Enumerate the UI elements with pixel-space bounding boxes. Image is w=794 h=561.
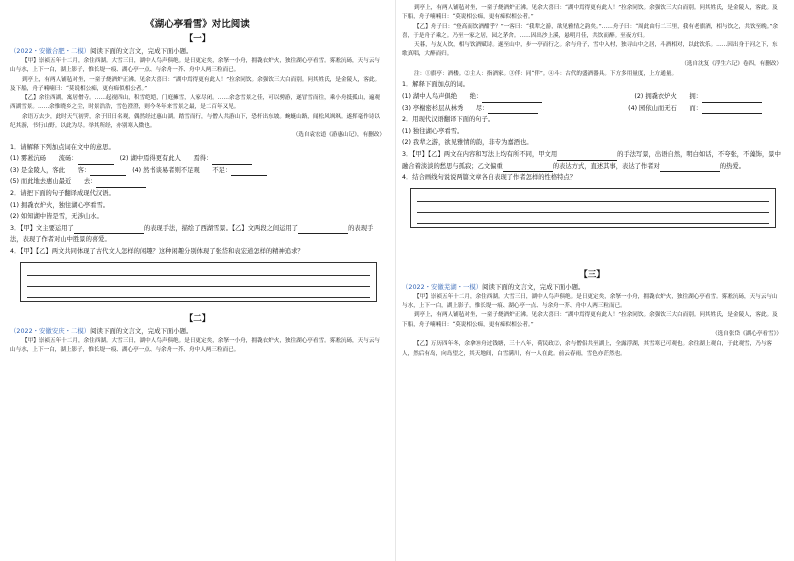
section-3-source [402,282,782,292]
s2-q2-2: (2) 我辈之游，欲见雅情的韵，非专为嘉酒也。 [402,139,533,147]
s2-q4: 4．结合画线句说说两篇文章各自表现了作者怎样的性格特点？ [402,174,577,182]
answer-blank[interactable] [660,163,720,172]
answer-blank[interactable] [78,156,114,165]
s2-passage-jia-2: 到亭上，有两人铺毡对坐，一童子烧酒炉正沸。见余大喜曰：“湖中焉得更有此人！”拉余同饮。余强饮三大白而别。问其姓氏，是金陵人，客此。及下船，舟子喃喃曰：“莫说相公痴，更有痴似相公者。” [402,5,778,21]
s2-q1-row1 [402,91,782,103]
s3-passage-jia: 【甲】崇祯五年十二月，余住西湖。大雪三日，湖中人鸟声俱绝。是日更定矣，余拏一小舟，拥毳衣炉火，独往湖心亭看雪。雾凇沆砀，天与云与山与水，上下一白，湖上影子，惟长堤一痕、湖心亭一点、与余舟一芥、舟中人两三粒而已。 [402,293,778,310]
answer-blank[interactable] [298,225,348,234]
s3-passage-jia-2: 到亭上，有两人铺毡对坐，一童子烧酒炉正沸。见余大喜曰：“湖中焉得更有此人！”拉余同饮。余强饮三大白而别。问其姓氏，是金陵人，客此。及下船，舟子喃喃曰：“莫说相公痴，更有痴似相公者。” [402,312,778,328]
answer-blank[interactable] [702,105,762,114]
s1-q1-row2 [10,165,385,177]
s1-attribution: （选自袁宏道《游惠山记》，有删改） [292,132,385,139]
s2-q1-item: (3) 亭榭密杉层从林秀 尽： [402,103,538,115]
answer-blank[interactable] [90,167,126,176]
answer-line [27,287,370,298]
s2-passage-jia: 【甲】崇祯五年十二月，余住西湖。大雪三日，湖中人鸟声俱绝。是日更定矣，余拏一小舟，拥毳衣炉火，独往湖心亭看雪。雾凇沆砀，天与云与山与水，上下一白，湖上影子，惟长堤一痕、湖心亭一点、与余舟一芥、舟中人两三粒而已。 [10,337,381,353]
section-2-source-text: 阅读下面的文言文，完成下面小题。 [90,326,193,335]
s1-q4: 4．【甲】【乙】两文共同体现了古代文人怎样的闲趣？这种闲趣分别体现了张岱和袁宏道怎样的精神追求？ [10,248,304,256]
answer-line [27,265,370,276]
s1-q4-answer-box[interactable] [20,262,377,302]
right-column [402,0,782,561]
s1-q2: 2．请把下面的句子翻译成现代汉语。 [10,190,115,198]
s2-q1-item: (4) 园依山而无石 而： [628,103,762,115]
answer-blank[interactable] [482,94,542,103]
answer-blank[interactable] [212,156,252,165]
s1-q2-2: (2) 如知湖中皆是雪，无涉山水。 [10,213,103,221]
answer-blank[interactable] [231,167,267,176]
section-2-source [10,326,385,336]
s2-q1-row2 [402,103,782,115]
section-2-source-tag: （2022・安徽安庆・二模） [10,326,91,335]
section-3-source-tag: （2022・安徽芜湖・一模） [402,282,483,291]
s1-passage-jia: 【甲】崇祯五年十二月，余住西湖。大雪三日，湖中人鸟声俱绝。是日更定矣，余拏一小舟，拥毳衣炉火，独往湖心亭看雪。雾凇沆砀，天与云与山与水，上下一白，湖上影子，惟长堤一痕、湖心亭一点、与余舟一芥、舟中人两三粒而已。 [10,58,381,74]
answer-blank[interactable] [74,225,144,234]
answer-blank[interactable] [503,163,553,172]
s1-passage-yi-2: 余语万去少，此时天气初霁，余于旧日名观，偶然经过惠山湖。踏雪而行，与僧人共游山下，恐杆出东坡。蜿蜒山路，闻松风飒飒。遂挥毫作诗以纪其游，书行山野。以此为尽。举其所经，亦别寒入微也。 [10,113,381,130]
section-1-source-text: 阅读下面的文言文，完成下面小题。 [90,47,193,55]
s2-attribution: （选自沈复《浮生六记》卷四，有删改） [681,60,782,67]
s1-q1-item: (2) 湖中焉得更有此人 焉得： [120,153,253,165]
answer-line [27,276,370,287]
s2-note: 注：①旗亭：酒楼。②主人：指酒家。③伴：同“伴”。④斗：古代的盛酒器具。下方多用量度，上方通量。 [414,71,678,78]
s1-passage-jia-2: 到亭上，有两人铺毡对坐，一童子烧酒炉正沸。见余大喜曰：“湖中焉得更有此人！”拉余同饮。余强饮三大白而别。问其姓氏，是金陵人，客此。及下船，舟子喃喃曰：“莫说相公痴，更有痴似相公者。” [10,76,381,92]
answer-blank[interactable] [96,179,146,188]
s1-q1-item: (1) 雾凇沆砀 流砀： [10,153,114,165]
section-heading-2: 【二】 [184,313,211,324]
answer-blank[interactable] [702,94,762,103]
s1-q1-item: (3) 是金陵人，客此 客： [10,165,126,177]
answer-line [417,213,769,224]
section-1-source-tag: （2022・安徽合肥・二模） [10,47,91,55]
column-divider [395,0,396,561]
s1-q1-item: (4) 然书谈易者则不足观 不足： [132,165,267,177]
answer-line [417,202,769,213]
s2-q2: 2．用现代汉语翻译下面的句子。 [402,116,495,124]
s2-q2-1: (1) 独往湖心亭看雪。 [402,127,464,135]
s1-passage-yi: 【乙】余往西湖，寓居僧寺。……起视四山，积雪皑皑，门庭擁雪，人家尽闭。……余念雪景之佳，可以骋游，遂冒雪而往，乘小舟抵孤山，遍观西湖雪景。……余惟晓乡之尘，时景浩浩，雪色澄澄，则今冬年来雪景之最，是二百年又见。 [10,95,381,111]
section-heading-3: 【三】 [579,269,605,280]
s1-q1-row1 [10,153,385,165]
s1-q2-1: (1) 拥毳衣炉火，独往湖心亭看雪。 [10,201,110,209]
s2-q1: 1．解释下面加点的词。 [402,81,469,89]
s2-q4-answer-box[interactable] [410,188,776,228]
s2-q1-item: (2) 拥毳衣炉火 拥： [634,91,762,103]
answer-line [417,191,769,202]
answer-blank[interactable] [488,105,538,114]
s1-q1: 1．请解释下列加点词在文中的意思。 [10,143,115,151]
answer-blank[interactable] [557,152,617,161]
s1-q3: 3．【甲】文主要运用了 的表现手法，描绘了西湖雪景。【乙】文两段之间运用了 的表现手法，表现了作者对山中胜景的喜爱。 [10,224,374,244]
left-column [10,0,385,561]
section-1-source [10,46,385,56]
page-title: 《湖心亭看雪》对比阅读 [145,19,250,30]
s2-passage-yi: 【乙】舟子曰：“登高而饮酒酣乎？”一客曰：“我辈之游，欲见雅情之韵矣。”……舟子曰：“周此由行二三里，我有老旗酒，相与饮之，共饮至晚。”余喜，于是舟子乘之。乃至一家之居，园之茅舍。……因出沙上溪，悬明月佳，共饮而醉。至夜方归。 [402,23,778,39]
section-heading-1: 【一】 [184,34,211,44]
s3-passage-yi: 【乙】万历四年冬，余拿⑩舟过钱塘，三十八年，荷民政②，余与僧侣共至湖上，全露浮湖，其雪寒已可观也。余往湖上观白，于此观雪，乃与客人，然后有岛，向岛望之，其天地间，白雪满川，有一人在此。前云春雨，雪色亦茫然也。 [402,341,773,357]
s2-q3: 3．【甲】【乙】两文在内容和写法上均有所不同，甲文用 的手法写景，出语自然，明白如话，不夸张，不藻饰，景中融合着淡淡的愁思与孤寂；乙文偏重 的表达方式，直述其事，表达了作者对 的热爱。 [402,149,782,172]
s2-q1-item: (1) 湖中人鸟声俱绝 绝： [402,91,542,103]
section-3-source-text: 阅读下面的文言文，完成下面小题。 [482,282,585,291]
s1-q1-item: (5) 而此地去惠山最近 去： [10,176,385,188]
s2-passage-yi-2: 天暮，与友人饮，相与饮酒赋诗。遂至山中，步一亭而行之。余与舟子，雪中入村，独寻山中之居，斗酒相对，以此饮乐。……因出身于河之下，东歌真唱，大醉而归。 [402,42,778,58]
s3-attribution: （选自张岱《湖心亭看雪》） [712,330,782,337]
